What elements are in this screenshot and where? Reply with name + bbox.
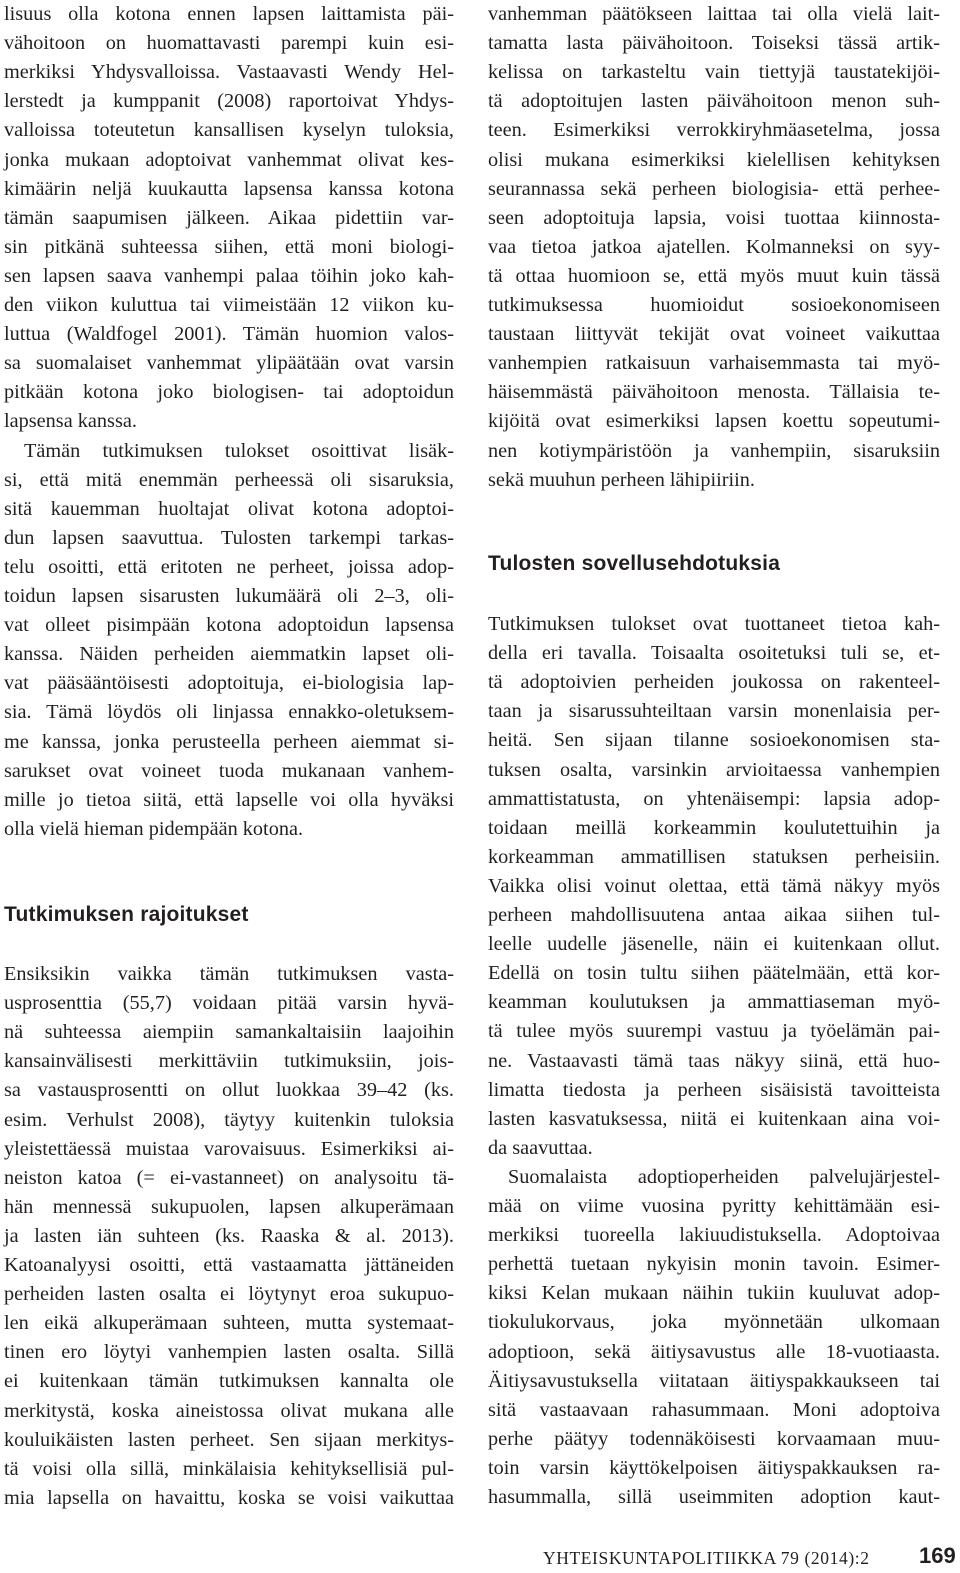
text-line: merkiksi tuoreella lakiuudistuksella. Adoptoivaa bbox=[488, 1224, 940, 1247]
text-line: keamman koulutuksen ja ammattiaseman myö- bbox=[488, 991, 940, 1014]
section-heading-applications: Tulosten sovellusehdotuksia bbox=[488, 552, 781, 575]
text-line: sitä vastaavaan rahasummaan. Moni adoptoiva bbox=[488, 1398, 940, 1421]
text-line: tämän saapumisen jälkeen. Aikaa pidettiin var- bbox=[4, 206, 454, 229]
text-line: kiksi Kelan mukaan näihin tukiin kuuluvat adop- bbox=[488, 1282, 940, 1305]
text-line: tä voisi olla sillä, minkälaisia kehityksellisiä pul- bbox=[4, 1457, 454, 1480]
text-line: olla vielä hieman pidempään kotona. bbox=[4, 817, 304, 840]
text-line: kansainvälisesti merkittäviin tutkimuksiin, jois- bbox=[4, 1050, 454, 1073]
text-line: sia. Tämä löydös oli linjassa ennakko-oletuksem- bbox=[4, 701, 454, 724]
text-line: dun lapsen saavuttua. Tulosten tarkempi tarkas- bbox=[4, 526, 454, 549]
text-line: lapsensa kanssa. bbox=[4, 410, 137, 433]
text-line: Katoanalyysi osoitti, että vastaamatta jättäneiden bbox=[4, 1254, 454, 1276]
text-line: tä ottaa huomioon se, että myös muut kuin tässä bbox=[488, 264, 940, 287]
text-line: sarukset ovat voineet tuoda mukanaan vanhem- bbox=[4, 759, 454, 782]
text-line: sekä muuhun perheen lähipiiriin. bbox=[488, 468, 755, 491]
text-line: me kanssa, jonka perusteella perheen aiemmat si- bbox=[4, 730, 454, 753]
text-line: kelissa on tarkasteltu vain tiettyjä taustatekijöi- bbox=[488, 61, 940, 84]
text-line: Edellä on tosin tultu siihen päätelmään, että kor- bbox=[488, 962, 940, 985]
text-line: kouluikäisten lasten perheet. Sen sijaan merkitys- bbox=[4, 1428, 454, 1451]
text-line: lisuus olla kotona ennen lapsen laittamista päi- bbox=[4, 3, 454, 25]
text-line: tutkimuksessa huomioidut sosioekonomiseen bbox=[488, 294, 940, 316]
text-line: ammattistatusta, on yhtenäisempi: lapsia adop- bbox=[488, 787, 940, 810]
text-line: nä suhteessa aiempiin samankaltaisiin laajoihin bbox=[4, 1021, 454, 1044]
text-line: adoptioon, sekä äitiysavustus alle 18-vuotiaasta. bbox=[488, 1340, 940, 1363]
text-line: jonka mukaan adoptoivat vanhemmat olivat kes- bbox=[4, 148, 454, 171]
text-line: nen kotiympäristöön ja vanhempiin, sisaruksiin bbox=[488, 439, 940, 462]
text-line: seurannassa sekä perheen biologisia- että perhee- bbox=[488, 177, 940, 200]
text-line: neiston katoa (= ei-vastanneet) on analysoitu tä- bbox=[4, 1166, 454, 1189]
text-line: sen lapsen saava vanhempi palaa töihin joko kah- bbox=[4, 264, 454, 287]
text-line: tä adoptoivien perheiden joukossa on rakenteel- bbox=[488, 671, 940, 694]
text-line: tuksen osalta, varsinkin arvioitaessa vanhempien bbox=[488, 758, 940, 781]
text-line: usprosenttia (55,7) voidaan pitää varsin hyvä- bbox=[4, 992, 454, 1015]
text-line: Tämän tutkimuksen tulokset osoittivat lisäk- bbox=[24, 439, 454, 462]
text-line: hän mennessä sukupuolen, lapsen alkuperämaan bbox=[4, 1195, 454, 1218]
text-line: korkeamman ammatillisen statuksen perheisiin. bbox=[488, 845, 940, 868]
text-line: luttua (Waldfogel 2001). Tämän huomion valos- bbox=[4, 323, 454, 346]
text-line: Tutkimuksen tulokset ovat tuottaneet tietoa kah- bbox=[488, 613, 940, 635]
text-line: perhettä tuetaan nykyisin monin tavoin. Esimer- bbox=[488, 1253, 940, 1276]
text-line: seen adoptoituja lapsia, voisi tuottaa kiinnosta- bbox=[488, 206, 940, 229]
text-line: den viikon kuluttua tai viimeistään 12 viikon ku- bbox=[4, 294, 454, 316]
text-line: kimäärin neljä kuukautta lapsensa kanssa kotona bbox=[4, 177, 454, 200]
text-line: ne. Vastaavasti tämä taas näkyy siinä, että huo- bbox=[488, 1049, 940, 1072]
text-line: della eri tavalla. Toisaalta osoitetuksi tuli se, et- bbox=[488, 642, 940, 665]
text-line: yleistettäessä muistaa varovaisuus. Esimerkiksi ai- bbox=[4, 1137, 454, 1160]
text-line: Äitiysavustuksella viitataan äitiyspakkaukseen tai bbox=[488, 1369, 940, 1392]
text-line: taustaan liittyvät tekijät ovat voineet vaikuttaa bbox=[488, 323, 940, 346]
text-line: valloissa toteutetun kansallisen kyselyn tuloksia, bbox=[4, 119, 454, 142]
text-line: lerstedt ja kumppanit (2008) raportoivat Yhdys- bbox=[4, 90, 454, 113]
text-line: Suomalaista adoptioperheiden palvelujärjestel- bbox=[508, 1165, 940, 1188]
text-line: vat pääsääntöisesti adoptoituja, ei-biologisia lap- bbox=[4, 672, 454, 695]
text-line: mää on viime vuosina pyritty kehittämään esi- bbox=[488, 1195, 940, 1217]
text-line: vaa tietoa jatkoa ajatellen. Kolmanneksi on syy- bbox=[488, 235, 940, 258]
text-line: Ensiksikin vaikka tämän tutkimuksen vasta- bbox=[4, 963, 454, 985]
text-line: ei kuitenkaan tämän tutkimuksen kannalta ole bbox=[4, 1370, 454, 1393]
text-line: esim. Verhulst 2008), täytyy kuitenkin tuloksia bbox=[4, 1108, 454, 1131]
text-line: tamatta lasta päivähoitoon. Toiseksi tässä artik- bbox=[488, 32, 940, 55]
text-line: sa suomalaiset vanhemmat ylipäätään ovat varsin bbox=[4, 352, 454, 375]
text-line: tä tulee myös suurempi vastuu ja työelämän pai- bbox=[488, 1020, 940, 1043]
page-number: 169 bbox=[919, 1543, 956, 1568]
text-line: vanhemman päätökseen laittaa tai olla vielä lait- bbox=[488, 3, 940, 25]
text-line: da saavuttaa. bbox=[488, 1136, 593, 1159]
text-line: hasummalla, sillä useimmiten adoption kaut- bbox=[488, 1486, 940, 1508]
text-line: mille jo tietoa siitä, että lapselle voi olla hyväksi bbox=[4, 788, 454, 811]
text-line: heitä. Sen sijaan tilanne sosioekonomisen sta- bbox=[488, 729, 940, 752]
text-line: taan ja sisarussuhteiltaan varsin monenlaisia per- bbox=[488, 700, 940, 723]
text-line: si, että mitä enemmän perheessä oli sisaruksia, bbox=[4, 468, 454, 491]
text-line: tinen ero löytyi vanhempien lasten osalta. Sillä bbox=[4, 1341, 454, 1364]
text-line: lasten kasvatuksessa, niitä ei kuitenkaan aina voi- bbox=[488, 1107, 940, 1130]
text-line: sin pitkänä suhteessa siihen, että moni biologi- bbox=[4, 235, 454, 258]
text-line: vat olleet pisimpään kotona adoptoidun lapsensa bbox=[4, 614, 454, 637]
page-footer bbox=[0, 1544, 960, 1572]
text-line: tä adoptoitujen lasten päivähoitoon menon suh- bbox=[488, 90, 940, 113]
text-line: olisi mukana esimerkiksi kielellisen kehityksen bbox=[488, 148, 940, 171]
text-line: sa vastausprosentti on ollut luokkaa 39–42 (ks. bbox=[4, 1079, 454, 1102]
text-line: teen. Esimerkiksi verrokkiryhmäasetelma, jossa bbox=[488, 119, 940, 142]
text-line: Vaikka olisi voinut olettaa, että tämä näkyy myös bbox=[488, 874, 940, 897]
text-line: vanhempien ratkaisuun varhaisemmasta tai myö- bbox=[488, 352, 940, 375]
text-line: len eikä alkuperämaan suhteen, mutta systemaat- bbox=[4, 1312, 454, 1335]
text-line: toin varsin käyttökelpoisen äitiyspakkauksen ra- bbox=[488, 1456, 940, 1479]
text-line: vähoitoon on huomattavasti parempi kuin esi- bbox=[4, 32, 454, 55]
text-line: merkitystä, koska aineistossa olivat mukana alle bbox=[4, 1399, 454, 1422]
text-line: merkiksi Yhdysvalloissa. Vastaavasti Wendy Hel- bbox=[4, 61, 454, 84]
text-line: kanssa. Näiden perheiden aiemmatkin lapset oli- bbox=[4, 643, 454, 666]
text-line: perheiden lasten osalta ei löytynyt eroa sukupuo- bbox=[4, 1283, 454, 1306]
journal-title: YHTEISKUNTAPOLITIIKKA 79 (2014):2 bbox=[543, 1548, 870, 1568]
text-line: toidun lapsen sisarusten lukumäärä oli 2–3, oli- bbox=[4, 585, 454, 607]
text-line: leelle uudelle jäsenelle, näin ei kuitenkaan ollut. bbox=[488, 933, 940, 956]
text-line: ja lasten iän suhteen (ks. Raaska & al. 2013). bbox=[4, 1224, 454, 1247]
text-line: häisemmästä päivähoitoon menosta. Tällaisia te- bbox=[488, 381, 940, 404]
text-line: telu osoitti, että eritoten ne perheet, joissa adop- bbox=[4, 555, 454, 578]
text-line: tiokulukorvaus, joka myönnetään ulkomaan bbox=[488, 1311, 940, 1334]
text-line: pitkään kotona joko biologisen- tai adoptoidun bbox=[4, 381, 454, 404]
text-line: perheen mahdollisuutena antaa aikaa siihen tul- bbox=[488, 904, 940, 926]
text-line: limatta tiedosta ja perheen sisäisistä tavoitteista bbox=[488, 1078, 940, 1101]
text-line: perhe päätyy todennäköisesti korvaamaan muu- bbox=[488, 1427, 940, 1450]
text-line: mia lapsella on havaittu, koska se voisi vaikuttaa bbox=[4, 1486, 454, 1509]
text-line: sitä kauemman huoltajat olivat kotona adoptoi- bbox=[4, 497, 454, 520]
text-line: kijöitä ovat esimerkiksi lapsen koettu sopeutumi- bbox=[488, 410, 940, 433]
text-line: toidaan meillä korkeammin koulutettuihin ja bbox=[488, 816, 940, 839]
section-heading-limitations: Tutkimuksen rajoitukset bbox=[4, 903, 249, 926]
